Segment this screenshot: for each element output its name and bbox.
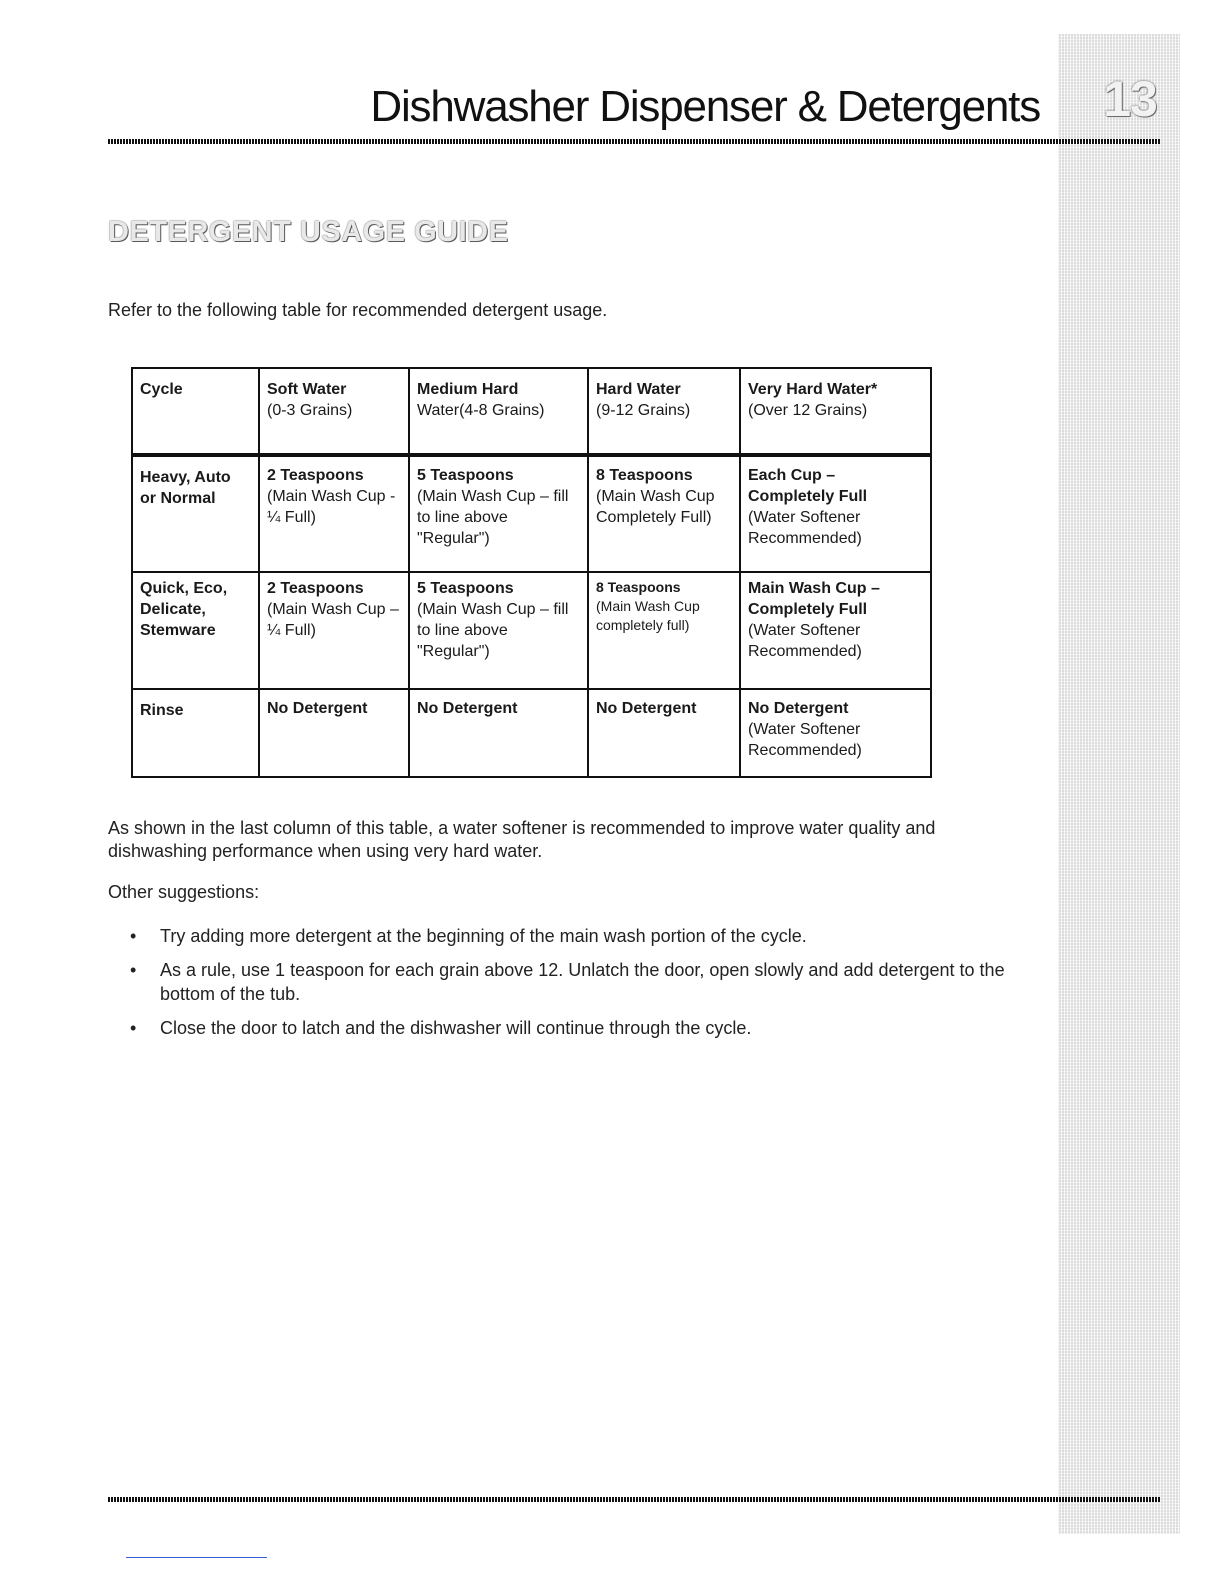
page-number: 13 [1103,71,1157,127]
body-paragraph: As shown in the last column of this table, a water softener is recommended to improve water quality and dishwashing performance when using very hard water. [108,818,936,861]
amount-label: Each Cup – Completely Full [748,467,868,505]
table-cell [409,572,588,689]
table-cell [588,572,740,689]
amount-note: (Main Wash Cup – fill to line above "Regular") [417,488,569,547]
table-cell [740,572,931,689]
amount-label: No Detergent [596,700,697,717]
list-item: • As a rule, use 1 teaspoon for each grain above 12. Unlatch the door, open slowly and add detergent to the bottom of the tub. [130,958,1040,1006]
intro-text: Refer to the following table for recommended detergent usage. [108,300,608,320]
table-row [132,572,931,689]
cycle-cell [132,572,259,689]
amount-note: (Main Wash Cup – fill to line above "Regular") [417,601,569,660]
footer-link-underline [126,1557,267,1558]
header-cell [259,368,409,455]
amount-note: (Main Wash Cup completely full) [596,598,700,633]
table-cell [588,455,740,572]
side-tab-band [1058,34,1180,1534]
amount-label: 5 Teaspoons [417,467,514,484]
header-cell [740,368,931,455]
amount-note: (Main Wash Cup - ¼ Full) [267,488,396,526]
table-row [132,689,931,777]
amount-label: 2 Teaspoons [267,467,364,484]
table-cell [740,455,931,572]
page-title: Dishwasher Dispenser & Detergents [370,82,1040,131]
table-row [132,455,931,572]
amount-label: 2 Teaspoons [267,580,364,597]
amount-note: (Water Softener Recommended) [748,721,862,759]
amount-label: No Detergent [417,700,518,717]
header-title: Cycle [140,381,183,398]
cycle-label: Rinse [140,702,184,719]
amount-note: (Water Softener Recommended) [748,509,862,547]
header-title: Hard Water [596,381,681,398]
amount-label: No Detergent [267,700,368,717]
list-item: • Try adding more detergent at the beginning of the main wash portion of the cycle. [130,924,1040,948]
table-header-row [132,368,931,455]
cycle-cell [132,689,259,777]
cycle-label: Heavy, Auto or Normal [140,469,231,507]
table-cell [740,689,931,777]
amount-note: (Main Wash Cup – ¼ Full) [267,601,399,639]
table-cell [259,572,409,689]
table-cell [409,689,588,777]
header-title: Medium Hard [417,381,519,398]
amount-label: 8 Teaspoons [596,579,681,595]
header-subtitle: (0-3 Grains) [267,402,353,419]
cycle-label: Quick, Eco, Delicate, Stemware [140,580,228,639]
table-cell [259,689,409,777]
amount-note: (Water Softener Recommended) [748,622,862,660]
header-subtitle: (9-12 Grains) [596,402,691,419]
amount-label: Main Wash Cup – Completely Full [748,580,880,618]
suggestions-list [130,924,1040,1050]
detergent-usage-table [131,367,932,778]
header-cell [132,368,259,455]
amount-label: 5 Teaspoons [417,580,514,597]
table-cell [259,455,409,572]
header-cell [409,368,588,455]
header-title: Very Hard Water* [748,381,878,398]
list-item: • Close the door to latch and the dishwasher will continue through the cycle. [130,1016,1040,1040]
footer-rule [108,1497,1160,1502]
header-rule [108,139,1160,144]
table-cell [588,689,740,777]
table-cell [409,455,588,572]
header-cell [588,368,740,455]
amount-label: No Detergent [748,700,849,717]
header-title: Soft Water [267,381,347,398]
section-heading: DETERGENT USAGE GUIDE [108,216,509,248]
header-subtitle: Water(4-8 Grains) [417,402,545,419]
amount-note: (Main Wash Cup Completely Full) [596,488,715,526]
header-subtitle: (Over 12 Grains) [748,402,868,419]
amount-label: 8 Teaspoons [596,467,693,484]
suggestions-label: Other suggestions: [108,882,260,902]
cycle-cell [132,455,259,572]
